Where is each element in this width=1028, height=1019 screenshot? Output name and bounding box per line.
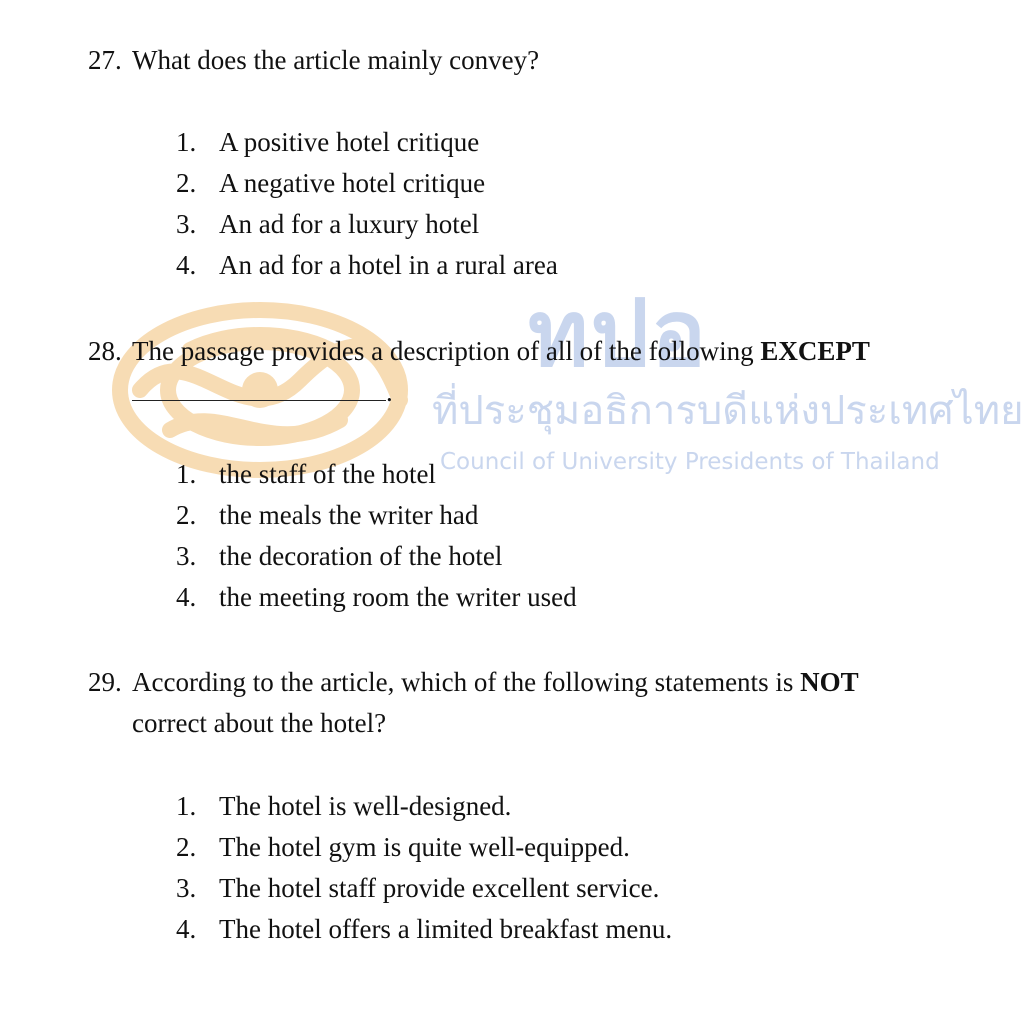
- question-emphasis: EXCEPT: [760, 336, 870, 366]
- option-number: 3.: [176, 209, 197, 239]
- question-stem: [88, 662, 968, 703]
- question-text-continued: correct about the hotel?: [132, 708, 387, 738]
- option-text: the meals the writer had: [219, 500, 479, 530]
- question-stem: [88, 331, 968, 372]
- options-27: [176, 122, 558, 286]
- options-29: [176, 786, 672, 950]
- option-27-4[interactable]: [176, 245, 558, 286]
- option-number: 4.: [176, 250, 197, 280]
- option-text: the staff of the hotel: [219, 459, 436, 489]
- option-29-4[interactable]: [176, 909, 672, 950]
- option-27-1[interactable]: [176, 122, 558, 163]
- watermark-thai-name: ที่ประชุมอธิการบดีแห่งประเทศไทย: [432, 388, 1024, 434]
- watermark-english-name: Council of University Presidents of Thailand: [440, 449, 940, 475]
- option-text: An ad for a luxury hotel: [219, 209, 480, 239]
- option-number: 3.: [176, 873, 197, 903]
- option-28-4[interactable]: [176, 577, 577, 618]
- question-text: According to the article, which of the following statements is: [132, 667, 794, 697]
- option-text: The hotel gym is quite well-equipped.: [219, 832, 630, 862]
- option-27-2[interactable]: [176, 163, 558, 204]
- option-29-3[interactable]: [176, 868, 672, 909]
- option-28-2[interactable]: [176, 495, 577, 536]
- options-28: [176, 454, 577, 618]
- option-text: A negative hotel critique: [219, 168, 486, 198]
- question-number: 28.: [88, 336, 122, 366]
- question-28: [88, 331, 968, 413]
- option-number: 2.: [176, 168, 197, 198]
- watermark-abbreviation: ทปอ: [528, 280, 709, 387]
- question-text: The passage provides a description of all of the following: [132, 336, 754, 366]
- question-number: 29.: [88, 667, 122, 697]
- question-emphasis: NOT: [800, 667, 859, 697]
- answer-blank-line: [88, 372, 968, 413]
- option-number: 3.: [176, 541, 197, 571]
- option-text: the decoration of the hotel: [219, 541, 503, 571]
- question-stem: [88, 40, 968, 81]
- option-28-3[interactable]: [176, 536, 577, 577]
- option-number: 2.: [176, 832, 197, 862]
- question-number: 27.: [88, 45, 122, 75]
- option-number: 1.: [176, 459, 197, 489]
- option-27-3[interactable]: [176, 204, 558, 245]
- question-text: What does the article mainly convey?: [132, 45, 540, 75]
- option-number: 4.: [176, 582, 197, 612]
- option-28-1[interactable]: [176, 454, 577, 495]
- question-27: [88, 40, 968, 81]
- option-text: the meeting room the writer used: [219, 582, 577, 612]
- option-29-2[interactable]: [176, 827, 672, 868]
- option-text: The hotel is well-designed.: [219, 791, 512, 821]
- option-29-1[interactable]: [176, 786, 672, 827]
- option-number: 1.: [176, 791, 197, 821]
- option-number: 2.: [176, 500, 197, 530]
- option-text: The hotel staff provide excellent service.: [219, 873, 660, 903]
- option-text: An ad for a hotel in a rural area: [219, 250, 558, 280]
- question-29: [88, 662, 968, 744]
- option-text: The hotel offers a limited breakfast menu.: [219, 914, 673, 944]
- blank-period: .: [386, 377, 393, 407]
- option-number: 4.: [176, 914, 197, 944]
- option-number: 1.: [176, 127, 197, 157]
- option-text: A positive hotel critique: [219, 127, 480, 157]
- blank-underline: [132, 374, 386, 401]
